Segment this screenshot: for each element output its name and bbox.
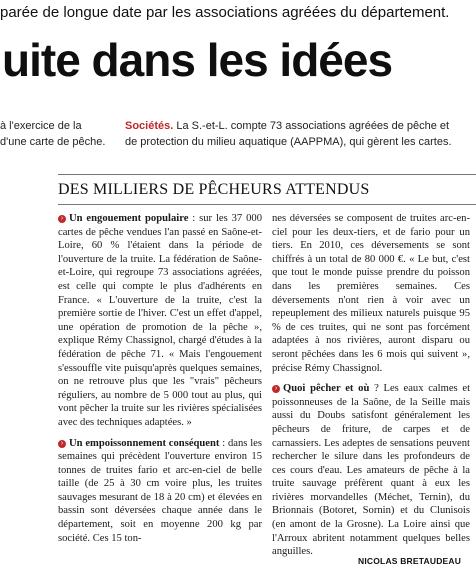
paragraph-lead: Un empoissonnement conséquent	[69, 437, 220, 449]
section-rule-bottom	[58, 204, 476, 205]
author-credit: NICOLAS BRETAUDEAU	[358, 556, 462, 566]
societes-text-line2: de protection du milieu aquatique (AAPPMA), qui gèrent les cartes.	[125, 136, 452, 148]
paragraph	[58, 212, 262, 430]
article-column-left	[58, 212, 262, 545]
paragraph-lead: Un engouement populaire	[69, 213, 189, 224]
bullet-arrow-icon: ›	[58, 215, 66, 223]
paragraph-text: ? Les eaux calmes et poissonneuses de la Saône, de la Seille mais aussi du Doubs satisfont généralement les pêcheurs de friture, de carpes et de carnassiers. Les adeptes de sensations peuvent rechercher le silure dans les profondeurs de ces cours d'eau. Les amateurs de pêche à la truite sauvage préfèrent quant à eux les rivières morvandelles (Méchet, Ternin), du Brionnais (Botoret, Sornin) et du Clunisois (en amont de la Grosne). La Loire ainsi que l'Arroux abritent notamment quelques belles anguilles.	[272, 383, 471, 558]
paragraph-text: : dans les semaines qui précèdent l'ouverture environ 15 tonnes de truites fario et arc-en-ciel de belle taille (de 25 à 30 cm voire plus, les truites sauvages mesurant de 18 à 20 cm) et élevées en bassin sont déversées chaque année dans le département, soit en moyenne 200 kg par société. Ces 15 ton-	[58, 437, 263, 544]
paragraph-text: nes déversées se composent de truites arc-en-ciel pour les deux-tiers, et de fario pour un tiers. En 2010, ces déversements se sont chiffrés à un total de 80 000 €. « Le but, c'est que tout le monde puisse prendre du poisson dans les premières semaines. Ces déversements n'ont rien à voir avec un repeuplement des milieux naturels puisque 95 % de ces truites, qui ne sont pas forcément adaptées à nos rivières, auront disparu ou seront pêchées dans les 6 mois qui suivent », précise Rémy Chassignol.	[272, 213, 470, 374]
bullet-arrow-icon: ›	[58, 440, 66, 448]
societes-keyword: Sociétés.	[125, 120, 174, 132]
left-snippet-line: à l'exercice de la	[0, 120, 82, 132]
paragraph-lead: Quoi pêcher et où	[283, 383, 370, 395]
left-snippet-line: d'une carte de pêche.	[0, 136, 106, 148]
headline: uite dans les idées	[2, 34, 393, 86]
article-column-right	[272, 212, 470, 559]
paragraph	[58, 437, 262, 546]
societes-text: La S.-et-L. compte 73 associations agréées de pêche et	[176, 120, 450, 132]
left-snippet	[0, 118, 105, 150]
section-title: DES MILLIERS DE PÊCHEURS ATTENDUS	[58, 181, 370, 198]
societes-brief	[125, 118, 470, 150]
paragraph	[272, 382, 470, 559]
top-line: parée de longue date par les associations agréées du département.	[0, 4, 450, 21]
paragraph	[272, 212, 470, 375]
bullet-arrow-icon: ›	[272, 385, 280, 393]
paragraph-text: : sur les 37 000 cartes de pêche vendues l'an passé en Saône-et-Loire, 60 % l'étaient dans la période de l'ouverture de la truite. La fédération de Saône-et-Loire, qui regroupe 73 associations agréées, est celle qui compte le plus d'adhérents en France. « L'ouverture de la truite, c'est la première sortie de l'hiver. C'est un effet d'appel, une opération de promotion de la pêche », explique Rémy Chassignol, chargé d'études à la fédération de pêche 71. « Mais l'engouement s'essouffle vite puisqu'après quelques semaines, on ne retrouve plus que les "vrais" pêcheurs réguliers, au nombre de 5 000 tout au plus, qui vont pêcher la truite sur les rivières spécialisées avec des techniques adaptées. »	[58, 213, 263, 428]
section-rule-top	[58, 174, 476, 175]
